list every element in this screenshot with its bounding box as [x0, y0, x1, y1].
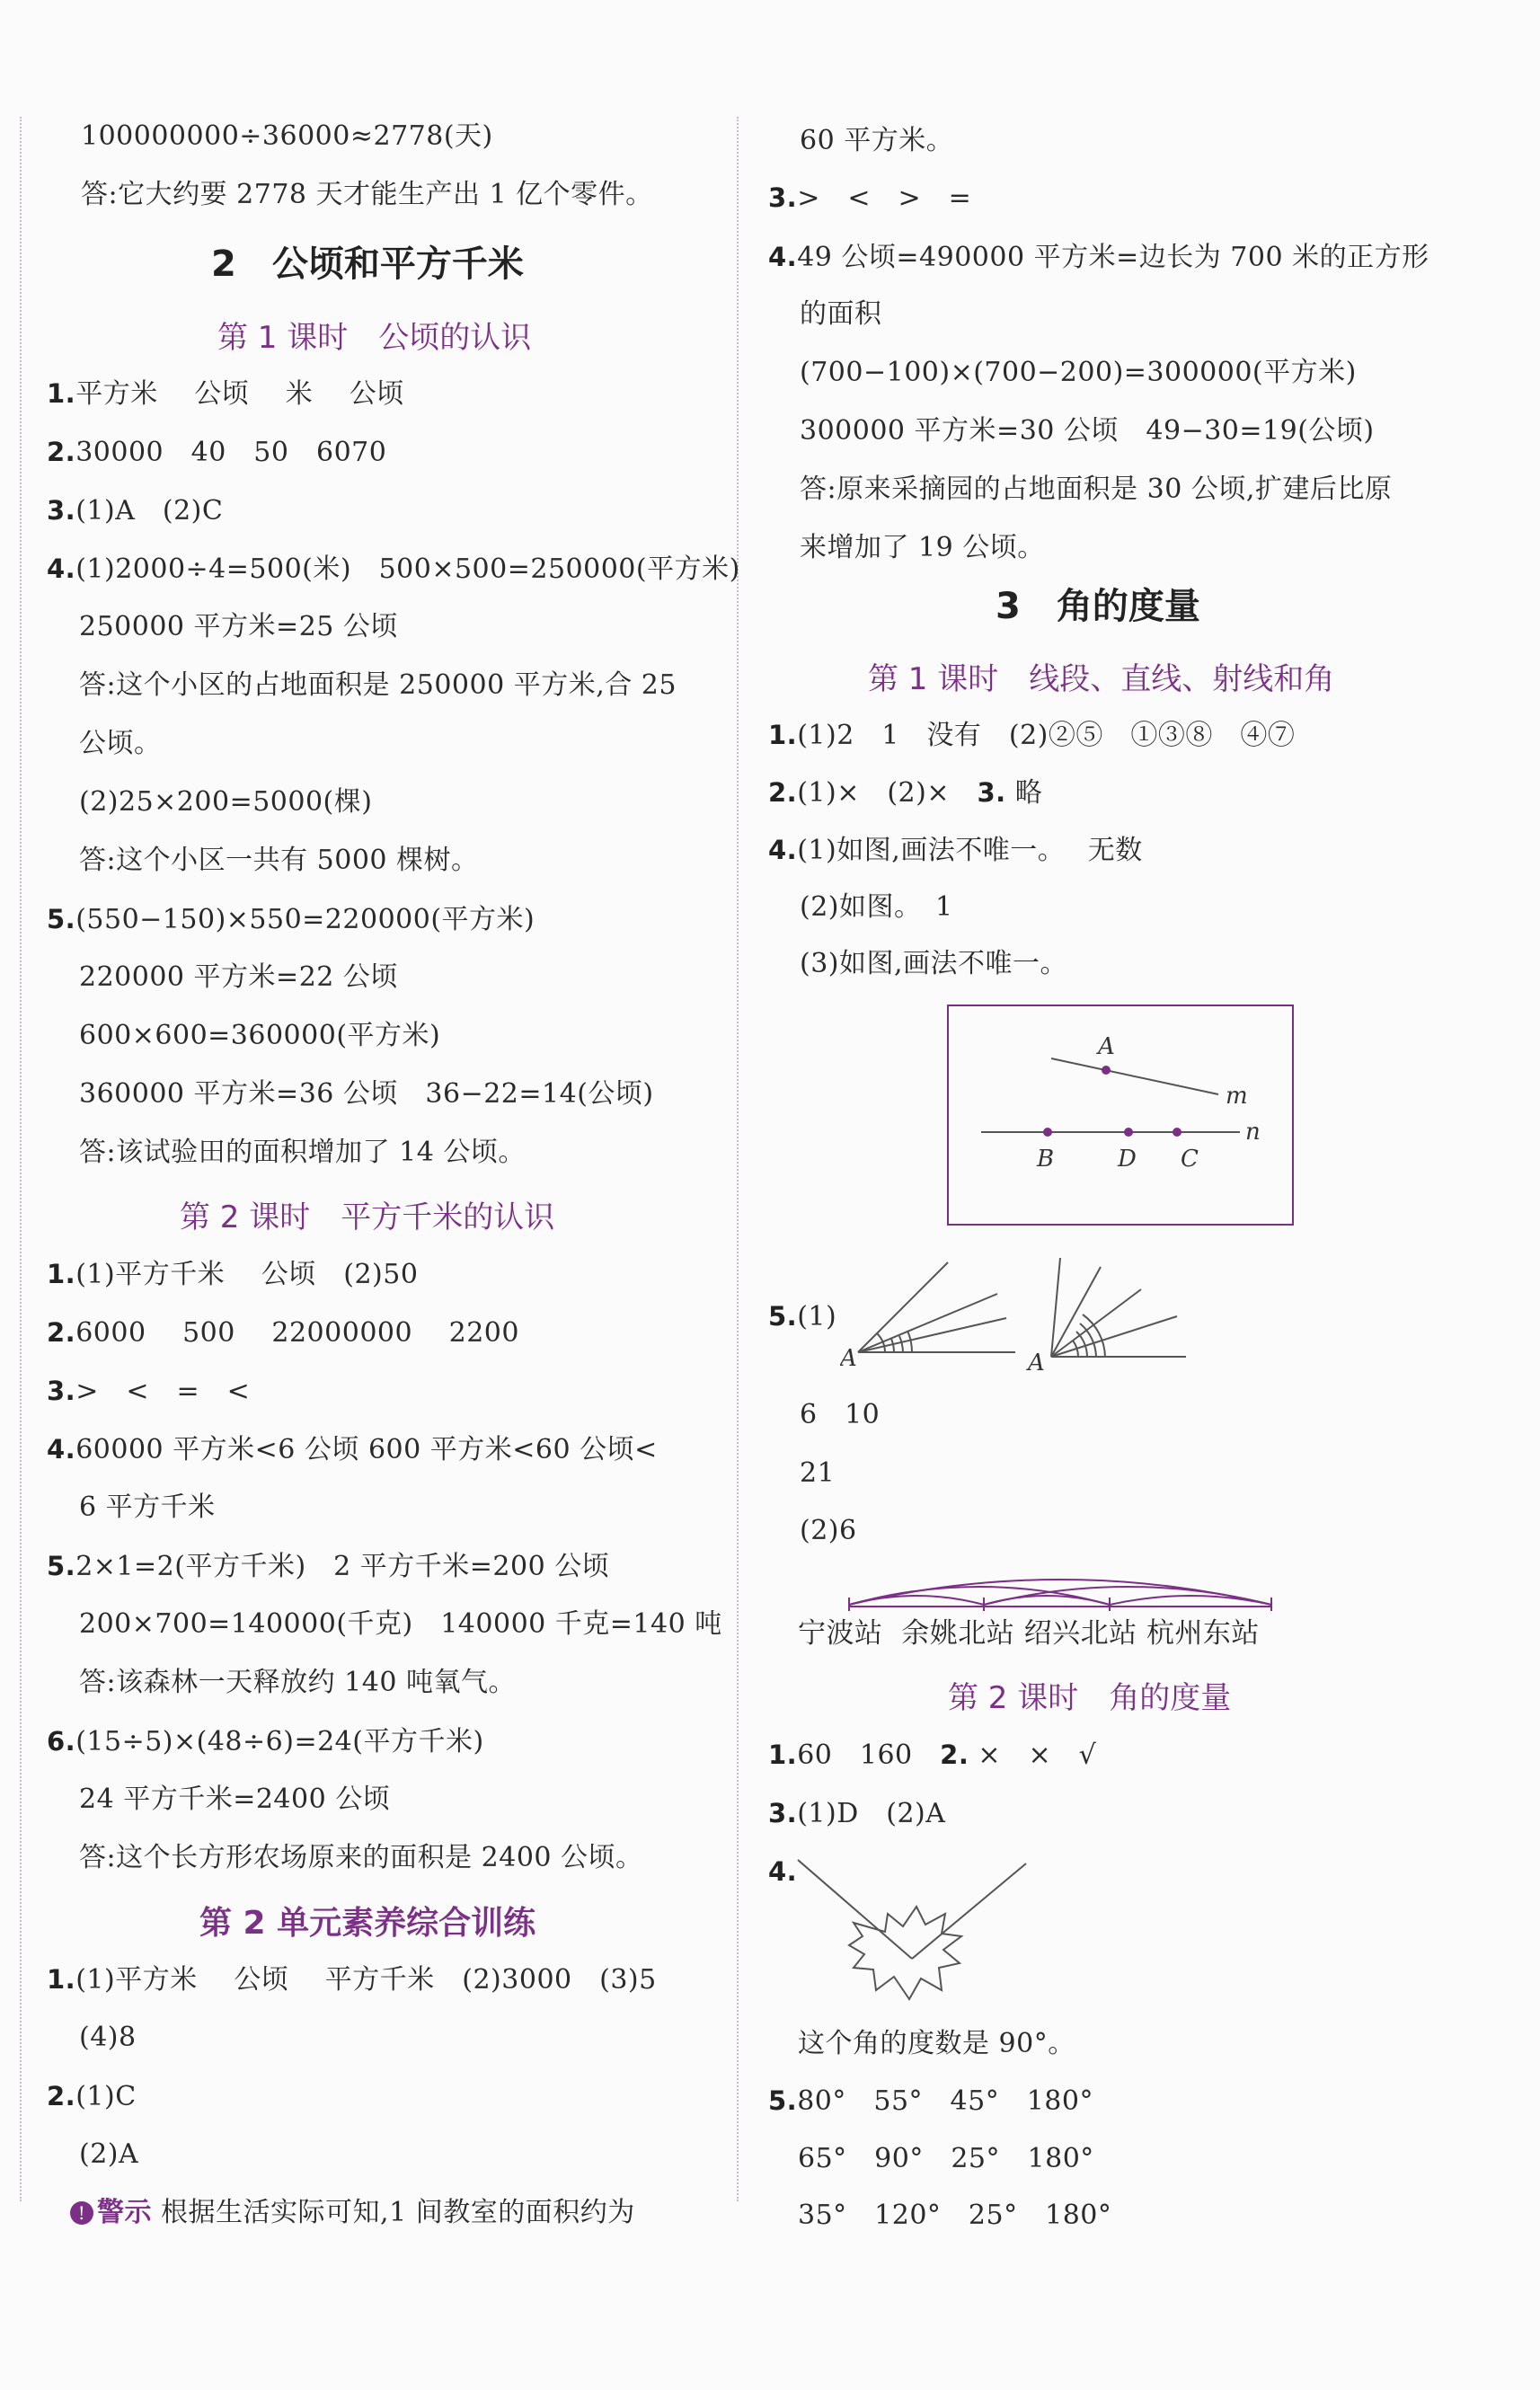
- question-number: 1.: [768, 720, 798, 750]
- figure-frame: [948, 1005, 1293, 1225]
- answer-text: 200×700=140000(千克) 140000 千克=140 吨: [79, 1608, 722, 1640]
- question-number: 1.: [47, 1964, 76, 1995]
- answer-text: 答:这个小区一共有 5000 棵树。: [79, 845, 479, 876]
- answer-text: 600×600=360000(平方米): [79, 1020, 441, 1051]
- answer-text: × × √: [969, 1739, 1097, 1771]
- lesson-title: 第 1 课时 公顷的认识: [217, 320, 532, 356]
- label-a: A: [1098, 1033, 1115, 1060]
- lesson-title: 第 1 课时 线段、直线、射线和角: [868, 661, 1335, 697]
- text-line: 答:它大约要 2778 天才能生产出 1 亿个零件。: [81, 179, 653, 210]
- question-number: 2.: [768, 777, 798, 808]
- answer-text: 30000 40 50 6070: [75, 437, 387, 468]
- point-d: [1124, 1128, 1133, 1137]
- question-number: 3.: [47, 495, 76, 526]
- answer-text: 平方米 公顷 米 公顷: [75, 378, 404, 410]
- station-row: [798, 1615, 1260, 1651]
- lesson-title: 第 2 课时 平方千米的认识: [180, 1199, 555, 1235]
- answer-text: (1)A (2)C: [75, 495, 224, 527]
- line-m: [1051, 1058, 1218, 1094]
- answer-text: > < > =: [797, 182, 972, 214]
- question-number: 1.: [768, 1739, 798, 1770]
- answer-text: 35° 120° 25° 180°: [798, 2200, 1112, 2231]
- answer-text: (1)2 1 没有 (2)②⑤ ①③⑧ ④⑦: [797, 720, 1296, 751]
- question-number: 4.: [768, 1856, 798, 1887]
- answer-text: 答:该试验田的面积增加了 14 公顷。: [79, 1137, 526, 1168]
- station-label: 余姚北站: [901, 1617, 1015, 1650]
- section-title: 2 公顷和平方千米: [211, 243, 524, 285]
- label-b: B: [1037, 1146, 1055, 1173]
- angle-vertex-label: A: [1028, 1350, 1045, 1376]
- lesson-title: 第 2 课时 角的度量: [948, 1680, 1232, 1716]
- question-number: 3.: [768, 182, 798, 213]
- right-angle-figure: [791, 1851, 1033, 2022]
- question-number: 1.: [47, 378, 76, 409]
- answer-text: 这个角的度数是 90°。: [798, 2028, 1075, 2059]
- point-a: [1102, 1066, 1111, 1075]
- answer-text: 360000 平方米=36 公顷 36−22=14(公顷): [79, 1078, 654, 1110]
- left-margin-rule: [20, 117, 22, 2201]
- answer-text: (700−100)×(700−200)=300000(平方米): [800, 357, 1357, 388]
- answer-text: 60000 平方米<6 公顷 600 平方米<60 公顷<: [75, 1434, 658, 1465]
- question-number: 3.: [768, 1798, 798, 1828]
- question-number: 2.: [940, 1739, 969, 1770]
- question-number: 4.: [768, 835, 798, 865]
- unit-review-title: 第 2 单元素养综合训练: [199, 1905, 536, 1942]
- answer-text: 答:这个长方形农场原来的面积是 2400 公顷。: [79, 1842, 643, 1873]
- answer-text: 49 公顷=490000 平方米=边长为 700 米的正方形: [797, 242, 1429, 273]
- answer-text: 的面积: [800, 298, 882, 330]
- answer-text: (1)× (2)×: [797, 777, 978, 809]
- point-b: [1043, 1128, 1052, 1137]
- answer-text: 公顷。: [79, 728, 162, 759]
- answer-text: (1)如图,画法不唯一。 无数: [797, 835, 1143, 866]
- answer-text: 21: [800, 1457, 836, 1489]
- question-number: 2.: [47, 1317, 76, 1348]
- answer-text: 24 平方千米=2400 公顷: [79, 1784, 391, 1815]
- answer-text: 6000 500 22000000 2200: [75, 1317, 519, 1349]
- answer-text: (2)A: [79, 2138, 139, 2170]
- label-n: n: [1245, 1119, 1261, 1146]
- question-number: 5.: [47, 1551, 76, 1581]
- warning-note: [70, 2195, 635, 2231]
- answer-text: > < = <: [75, 1376, 251, 1407]
- exclamation-icon: !: [70, 2201, 93, 2225]
- answer-text: (1)2000÷4=500(米) 500×500=250000(平方米): [75, 553, 740, 585]
- question-number: 4.: [47, 1434, 76, 1465]
- answer-text: (2)25×200=5000(棵): [79, 786, 373, 818]
- answer-text: (1)平方米 公顷 平方千米 (2)3000 (3)5: [75, 1964, 657, 1996]
- question-number: 3.: [47, 1376, 76, 1406]
- station-arc-diagram: [840, 1562, 1289, 1615]
- answer-text: 答:该森林一天释放约 140 吨氧气。: [79, 1667, 516, 1698]
- question-number: 5.: [768, 1301, 798, 1332]
- station-label: 杭州东站: [1146, 1617, 1260, 1650]
- question-number: 2.: [47, 2081, 76, 2111]
- answer-text: 60 160: [797, 1739, 941, 1771]
- label-d: D: [1118, 1146, 1137, 1173]
- answer-text: 65° 90° 25° 180°: [798, 2143, 1094, 2174]
- answer-text: 220000 平方米=22 公顷: [79, 961, 398, 993]
- question-number: 5.: [47, 904, 76, 934]
- answer-text: 答:原来采摘园的占地面积是 30 公顷,扩建后比原: [800, 474, 1393, 505]
- answer-text: (1)D (2)A: [797, 1798, 946, 1829]
- answer-text: 60 平方米。: [800, 125, 954, 156]
- answer-text: (2)如图。 1: [800, 891, 953, 923]
- answer-text: (2)6: [800, 1515, 857, 1546]
- label-c: C: [1181, 1146, 1199, 1173]
- answer-text: 来增加了 19 公顷。: [800, 532, 1045, 563]
- answer-text: 250000 平方米=25 公顷: [79, 611, 398, 642]
- warning-label: 警示: [97, 2197, 152, 2228]
- answer-text: 6 10: [800, 1399, 881, 1430]
- question-number: 4.: [47, 553, 76, 584]
- station-label: 绍兴北站: [1023, 1617, 1137, 1650]
- column-divider: [737, 117, 739, 2201]
- answer-text: (1)C: [75, 2081, 137, 2112]
- point-c: [1173, 1128, 1182, 1137]
- answer-text: (15÷5)×(48÷6)=24(平方千米): [75, 1726, 484, 1757]
- text-line: 100000000÷36000≈2778(天): [81, 120, 493, 152]
- question-number: 3.: [977, 777, 1006, 808]
- question-number: 6.: [47, 1726, 76, 1757]
- answer-text: 2×1=2(平方千米) 2 平方千米=200 公顷: [75, 1551, 610, 1582]
- answer-text: (3)如图,画法不唯一。: [800, 948, 1068, 979]
- question-number: 5.: [768, 2085, 798, 2116]
- question-number: 1.: [47, 1259, 76, 1289]
- answer-text: 略: [1005, 777, 1043, 809]
- answer-text: (1)平方千米 公顷 (2)50: [75, 1259, 419, 1290]
- answer-text: 答:这个小区的占地面积是 250000 平方米,合 25: [79, 669, 677, 701]
- station-label: 宁波站: [798, 1617, 883, 1650]
- angle-vertex-label: A: [840, 1345, 857, 1372]
- angle-fan-figure-2: [1024, 1253, 1294, 1379]
- question-number: 4.: [768, 242, 798, 272]
- answer-text: (4)8: [79, 2022, 137, 2053]
- section-title: 3 角的度量: [996, 586, 1200, 627]
- warning-text: 根据生活实际可知,1 间教室的面积约为: [152, 2197, 635, 2228]
- answer-text: 80° 55° 45° 180°: [797, 2085, 1093, 2117]
- answer-text: 300000 平方米=30 公顷 49−30=19(公顷): [800, 415, 1375, 447]
- line-point-figure: [947, 1005, 1294, 1226]
- answer-text: 6 平方千米: [79, 1492, 216, 1523]
- question-number: 2.: [47, 437, 76, 467]
- answer-text: (1): [797, 1301, 837, 1332]
- answer-text: (550−150)×550=220000(平方米): [75, 904, 535, 935]
- label-m: m: [1226, 1083, 1248, 1110]
